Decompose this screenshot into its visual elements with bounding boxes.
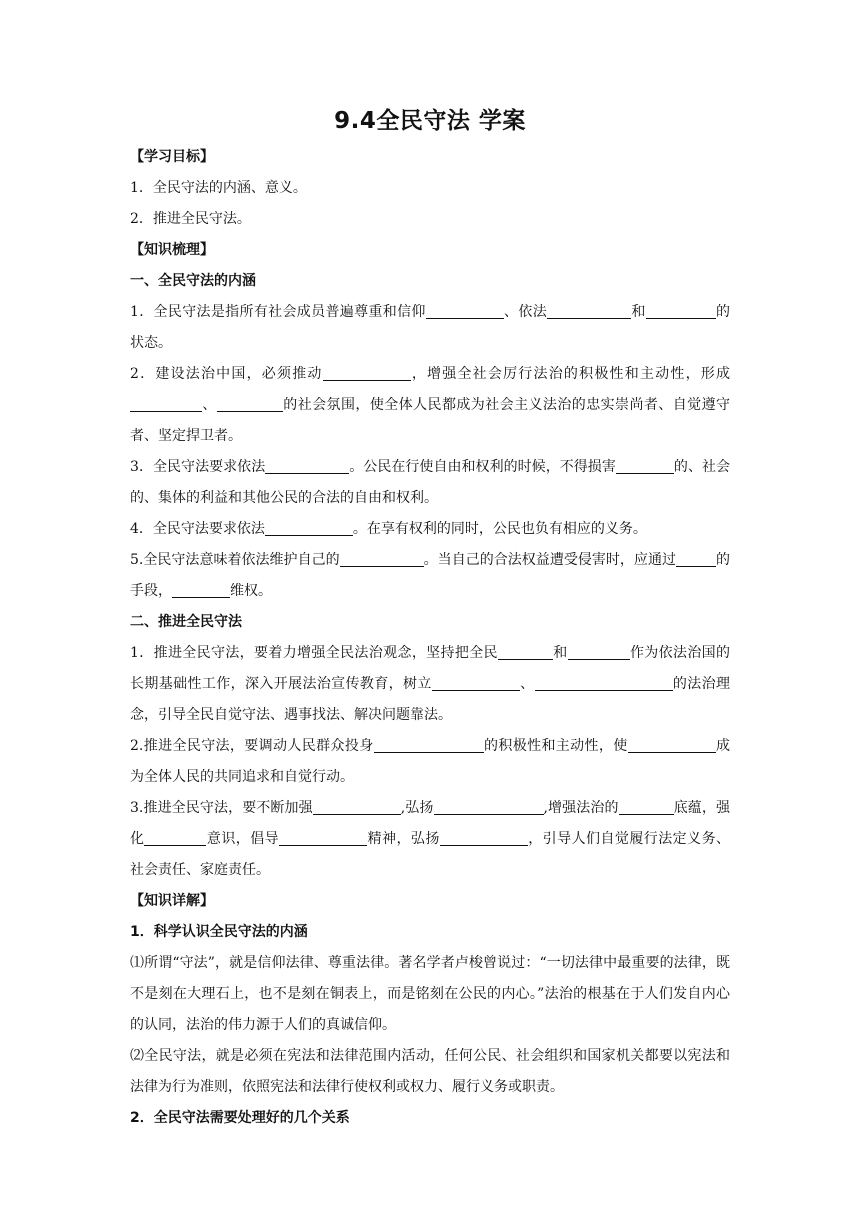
section2-paragraph-1: 1．推进全民守法，要着力增强全民法治观念，坚持把全民 和 作为依法治国的长期基础性工作，深入开展法治宣传教育，树立 、 的法治理念，引导全民自觉守法、遇事找法、解决问题靠法。: [130, 638, 730, 731]
fill-blank[interactable]: [144, 828, 206, 846]
fill-blank[interactable]: [646, 301, 716, 319]
objective-item: 1．全民守法的内涵、意义。: [130, 180, 307, 196]
fill-blank[interactable]: [535, 673, 673, 691]
section2-heading: 二、推进全民守法: [130, 614, 242, 630]
section1-paragraph-4: 4．全民守法要求依法 。在享有权利的同时，公民也负有相应的义务。: [130, 514, 730, 545]
document-body: [130, 142, 730, 1134]
fill-blank[interactable]: [568, 642, 630, 660]
review-heading: 【知识梳理】: [130, 242, 214, 258]
page-title: 9.4全民守法 学案: [334, 108, 526, 134]
fill-blank[interactable]: [498, 642, 553, 660]
section1-paragraph-5: 5.全民守法意味着依法维护自己的 。当自己的合法权益遭受侵害时，应通过 的手段， 维权。: [130, 545, 730, 607]
explain-heading: 【知识详解】: [130, 893, 214, 909]
section1-heading: 一、全民守法的内涵: [130, 273, 256, 289]
section1-paragraph-1: 1．全民守法是指所有社会成员普遍尊重和信仰 、依法 和 的状态。: [130, 297, 730, 359]
fill-blank[interactable]: [217, 394, 283, 412]
objectives-heading: 【学习目标】: [130, 149, 214, 165]
objective-item: 2．推进全民守法。: [130, 211, 251, 227]
explain-paragraph-2: ⑵全民守法，就是必须在宪法和法律范围内活动，任何公民、社会组织和国家机关都要以宪法和法律为行为准则，依照宪法和法律行使权利或权力、履行义务或职责。: [130, 1048, 730, 1095]
explain-subheading-1: 1．科学认识全民守法的内涵: [130, 924, 308, 940]
fill-blank[interactable]: [676, 549, 716, 567]
fill-blank[interactable]: [440, 828, 528, 846]
fill-blank[interactable]: [616, 456, 674, 474]
fill-blank[interactable]: [434, 797, 544, 815]
fill-blank[interactable]: [426, 301, 504, 319]
fill-blank[interactable]: [130, 394, 202, 412]
fill-blank[interactable]: [432, 673, 520, 691]
fill-blank[interactable]: [619, 797, 674, 815]
section2-paragraph-2: 2.推进全民守法，要调动人民群众投身 的积极性和主动性，使 成为全体人民的共同追求和自觉行动。: [130, 731, 730, 793]
fill-blank[interactable]: [547, 301, 631, 319]
explain-subheading-2: 2．全民守法需要处理好的几个关系: [130, 1110, 350, 1126]
section1-paragraph-3: 3．全民守法要求依法 。公民在行使自由和权利的时候，不得损害 的、社会的、集体的利益和其他公民的合法的自由和权利。: [130, 452, 730, 514]
fill-blank[interactable]: [323, 363, 411, 381]
fill-blank[interactable]: [340, 549, 424, 567]
fill-blank[interactable]: [265, 518, 353, 536]
explain-paragraph-1: ⑴所谓“守法”，就是信仰法律、尊重法律。著名学者卢梭曾说过：“一切法律中最重要的法律，既不是刻在大理石上，也不是刻在铜表上，而是铭刻在公民的内心。”法治的根基在于人们发自内心的认同，法治的伟力源于人们的真诚信仰。: [130, 955, 730, 1033]
fill-blank[interactable]: [313, 797, 401, 815]
fill-blank[interactable]: [279, 828, 367, 846]
fill-blank[interactable]: [628, 735, 716, 753]
fill-blank[interactable]: [374, 735, 484, 753]
section1-paragraph-2: 2．建设法治中国，必须推动 ，增强全社会厉行法治的积极性和主动性，形成、 的社会氛围，使全体人民都成为社会主义法治的忠实崇尚者、自觉遵守者、坚定捍卫者。: [130, 359, 730, 452]
fill-blank[interactable]: [265, 456, 349, 474]
section2-paragraph-3: 3.推进全民守法，要不断加强 ,弘扬 ,增强法治的 底蕴，强化 意识，倡导 精神，弘扬 ，引导人们自觉履行法定义务、社会责任、家庭责任。: [130, 793, 730, 886]
fill-blank[interactable]: [172, 580, 230, 598]
